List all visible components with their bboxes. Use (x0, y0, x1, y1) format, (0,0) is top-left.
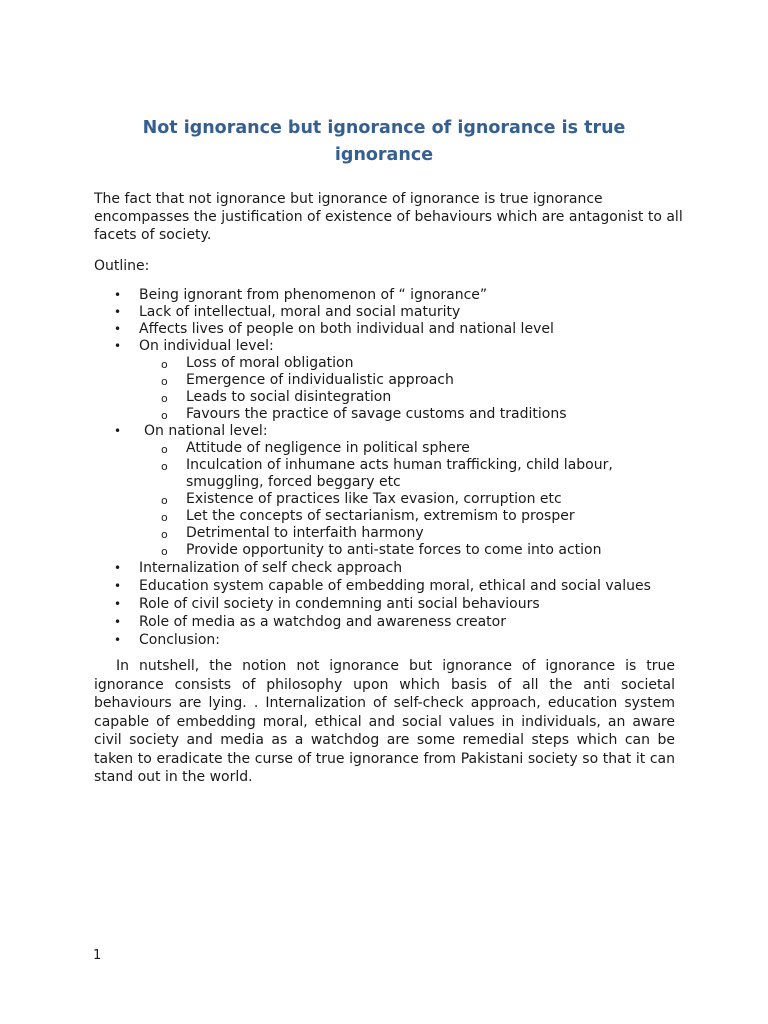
outline-subitem-text: Detrimental to interfaith harmony (186, 525, 424, 541)
outline-subitem-text: Provide opportunity to anti-state forces to come into action (186, 542, 602, 558)
outline-item (94, 287, 684, 304)
outline-item (94, 596, 684, 613)
bullet-icon: • (114, 633, 122, 647)
circle-bullet-icon: o (161, 375, 168, 388)
intro-paragraph: The fact that not ignorance but ignorance of ignorance is true ignorance encompasses the justification of existence of behaviours which are antagonist to all facets of society. (94, 191, 683, 243)
bullet-icon: • (114, 561, 122, 575)
outline-subitem-text: Leads to social disintegration (186, 389, 392, 405)
outline-subitem (94, 542, 684, 559)
outline-item-text: Being ignorant from phenomenon of “ ignorance” (139, 287, 488, 303)
outline-subitem-text: Let the concepts of sectarianism, extremism to prosper (186, 508, 575, 524)
outline-item (94, 560, 684, 577)
outline-item-text: Education system capable of embedding moral, ethical and social values (139, 578, 651, 594)
outline-subitem-text: Favours the practice of savage customs and traditions (186, 406, 567, 422)
circle-bullet-icon: o (161, 511, 168, 524)
outline-subitem (94, 525, 684, 542)
outline-subitem (94, 491, 684, 508)
outline-item (94, 632, 684, 649)
outline-item-text: Internalization of self check approach (139, 560, 403, 576)
outline-item (94, 578, 684, 595)
bullet-icon: • (114, 579, 122, 593)
bullet-icon: • (114, 305, 122, 319)
outline-subitem (94, 440, 684, 457)
outline-subitem (94, 389, 684, 406)
outline-subitem-text: Inculcation of inhumane acts human trafficking, child labour, smuggling, forced beggary etc (186, 457, 613, 490)
bullet-icon: • (114, 339, 122, 353)
outline-subitem-text: Emergence of individualistic approach (186, 372, 454, 388)
bullet-icon: • (114, 424, 122, 438)
circle-bullet-icon: o (161, 358, 168, 371)
outline-subitem (94, 457, 684, 491)
outline-subitem (94, 372, 684, 389)
outline-list (94, 287, 684, 649)
outline-item-text: On individual level: (139, 338, 274, 354)
outline-subitem-text: Loss of moral obligation (186, 355, 354, 371)
outline-item (94, 338, 684, 355)
outline-subitem (94, 355, 684, 372)
outline-label: Outline: (94, 258, 150, 274)
outline-item-text: On national level: (144, 423, 268, 439)
circle-bullet-icon: o (161, 494, 168, 507)
outline-item-text: Affects lives of people on both individual and national level (139, 321, 554, 337)
circle-bullet-icon: o (161, 545, 168, 558)
circle-bullet-icon: o (161, 409, 168, 422)
document-title: Not ignorance but ignorance of ignorance is true ignorance (142, 118, 626, 165)
bullet-icon: • (114, 288, 122, 302)
outline-item (94, 614, 684, 631)
outline-item (94, 304, 684, 321)
outline-subitem (94, 508, 684, 525)
circle-bullet-icon: o (161, 460, 168, 473)
conclusion-paragraph: In nutshell, the notion not ignorance but ignorance of ignorance is true ignorance consists of philosophy upon which basis of all the anti societal behaviours are lying. . Internalization of self-check approach, education system capable of embedding moral, ethical and social values in individuals, an aware civil society and media as a watchdog are some remedial steps which can be taken to eradicate the curse of true ignorance from Pakistani society so that it can stand out in the world. (94, 658, 675, 785)
outline-item-text: Role of media as a watchdog and awareness creator (139, 614, 506, 630)
bullet-icon: • (114, 597, 122, 611)
outline-subitem-text: Attitude of negligence in political sphere (186, 440, 470, 456)
outline-item (94, 321, 684, 338)
page-number: 1 (93, 948, 102, 963)
outline-item-text: Conclusion: (139, 632, 221, 648)
outline-subitem (94, 406, 684, 423)
circle-bullet-icon: o (161, 443, 168, 456)
bullet-icon: • (114, 322, 122, 336)
outline-item (94, 423, 684, 440)
circle-bullet-icon: o (161, 392, 168, 405)
bullet-icon: • (114, 615, 122, 629)
circle-bullet-icon: o (161, 528, 168, 541)
outline-item-text: Lack of intellectual, moral and social maturity (139, 304, 461, 320)
outline-subitem-text: Existence of practices like Tax evasion, corruption etc (186, 491, 562, 507)
outline-item-text: Role of civil society in condemning anti social behaviours (139, 596, 540, 612)
